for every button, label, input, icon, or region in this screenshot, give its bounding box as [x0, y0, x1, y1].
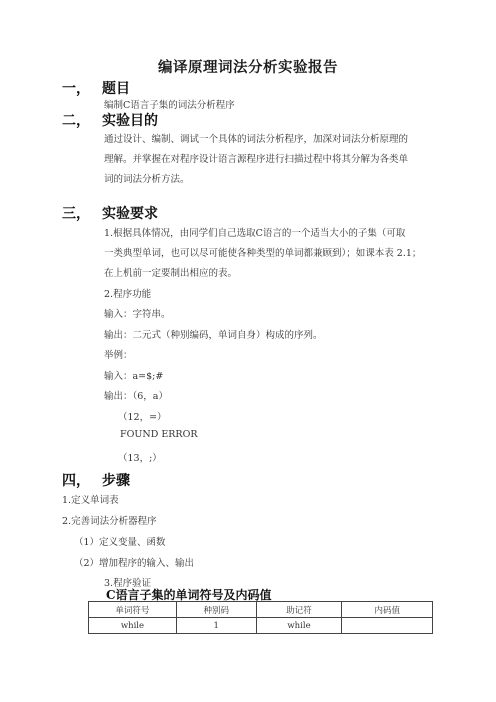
purpose-line: 词的词法分析方法。 [104, 174, 190, 185]
step-item: 2.完善词法分析器程序 [62, 516, 157, 527]
output-item: （12，=） [118, 412, 167, 423]
section-heading-4 [62, 470, 130, 490]
table-cell: while [256, 618, 342, 634]
requirement-line: 1.根据具体情况，由同学们自己选取C语言的一个适当大小的子集（可取 [104, 228, 406, 239]
step-item: （1）定义变量、函数 [74, 537, 166, 548]
section-number: 三， [62, 206, 90, 222]
section-heading-3 [62, 203, 158, 223]
table-title: C语言子集的单词符号及内码值 [106, 588, 272, 602]
table-header-cell: 单词符号 [89, 602, 177, 618]
table-header-row [89, 602, 433, 618]
input-desc: 输入：字符串。 [104, 309, 171, 320]
section-title: 步骤 [102, 473, 130, 489]
example-input: 输入：a=$;# [104, 371, 164, 382]
table-cell: 1 [176, 618, 256, 634]
output-label: 输出： [104, 391, 133, 402]
program-function-label: 2.程序功能 [104, 289, 152, 300]
table-cell: while [89, 618, 177, 634]
table-header-cell: 内码值 [342, 602, 433, 618]
table-row [89, 618, 433, 634]
table-cell [342, 618, 433, 634]
output-item: FOUND ERROR [120, 429, 198, 440]
step-item: 1.定义单词表 [62, 495, 119, 506]
output-item: （13，;） [118, 453, 162, 464]
section-number: 一， [62, 81, 90, 97]
requirement-line: 一类典型单词，也可以尽可能使各种类型的单词都兼顾到）；如课本表 2.1； [104, 248, 422, 259]
section-title: 实验要求 [102, 206, 158, 222]
table-header-cell: 种别码 [176, 602, 256, 618]
requirement-line: 在上机前一定要制出相应的表。 [104, 268, 238, 279]
section-heading-1 [62, 78, 130, 98]
example-output-label [104, 388, 168, 402]
example-label: 举例： [104, 350, 133, 361]
document-title: 编译原理词法分析实验报告 [158, 59, 338, 76]
step-item: 3.程序验证 [104, 578, 152, 589]
output-item: （6，a） [132, 391, 168, 402]
table-header-cell: 助记符 [256, 602, 342, 618]
output-desc: 输出：二元式（种别编码，单词自身）构成的序列。 [104, 330, 323, 341]
purpose-line: 理解。并掌握在对程序设计语言源程序进行扫描过程中将其分解为各类单 [104, 154, 409, 165]
section-number: 二， [62, 113, 90, 129]
section-heading-2 [62, 110, 158, 130]
section-number: 四， [62, 473, 90, 489]
step-item: （2）增加程序的输入、输出 [74, 558, 195, 569]
topic-text: 编制C语言子集的词法分析程序 [104, 100, 235, 111]
section-title: 实验目的 [102, 113, 158, 129]
section-title: 题目 [102, 81, 130, 97]
token-code-table [88, 601, 433, 634]
purpose-line: 通过设计、编制、调试一个具体的词法分析程序，加深对词法分析原理的 [104, 134, 409, 145]
